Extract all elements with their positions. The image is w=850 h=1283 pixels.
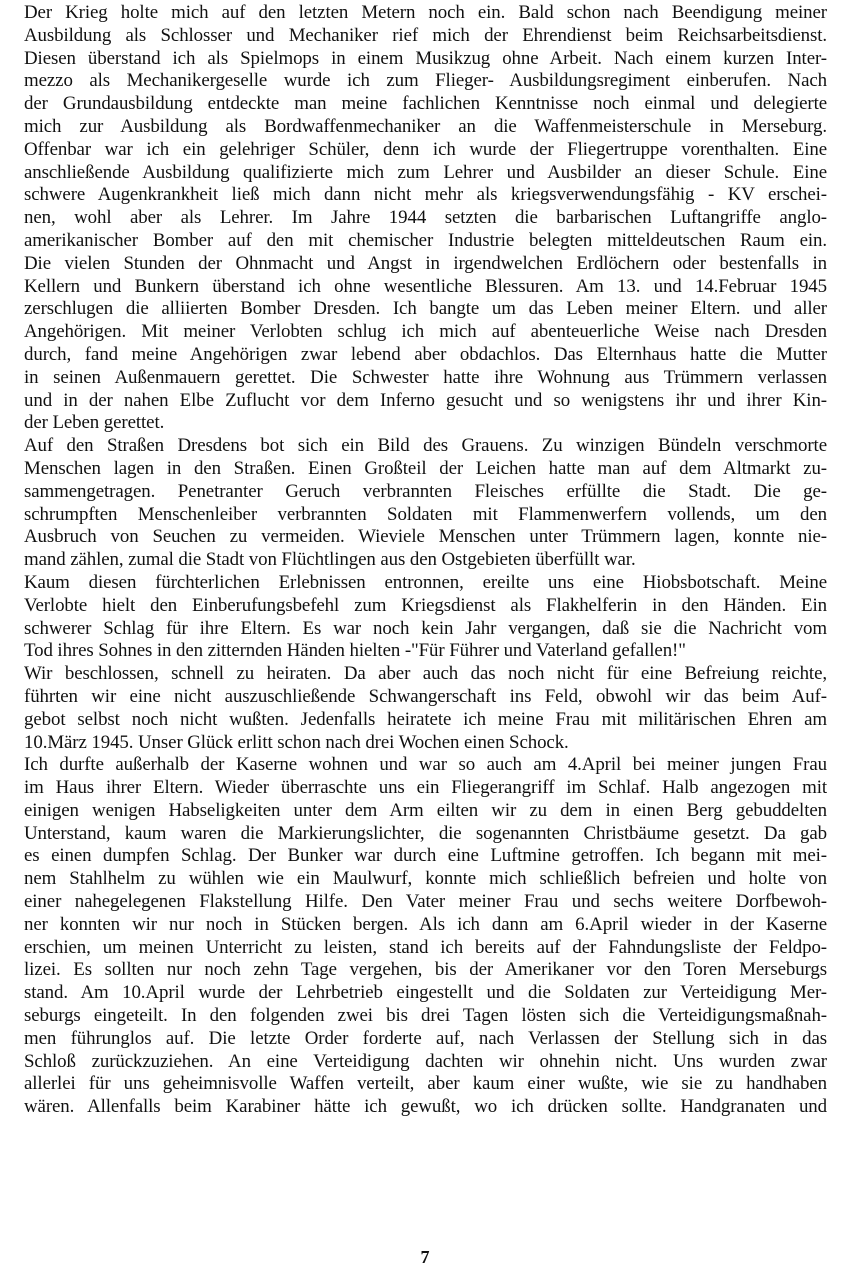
text-line: einigen wenigen Habseligkeiten unter dem Arm eilten wir zu dem in einen Berg gebuddelten [24,799,827,821]
text-line: Schloß zurückzuziehen. An eine Verteidigung dachten wir ohnehin nicht. Uns wurden zwar [24,1050,827,1072]
text-line: im Haus ihrer Eltern. Wieder überraschte uns ein Fliegerangriff im Schlaf. Halb angezogen mit [24,777,827,799]
text-line: Die vielen Stunden der Ohnmacht und Angst in irgendwelchen Erdlöchern oder bestenfalls in [24,252,827,274]
text-line: Diesen überstand ich als Spielmops in einem Musikzug ohne Arbeit. Nach einem kurzen Inter- [24,47,827,69]
text-line: Ich durfte außerhalb der Kaserne wohnen und war so auch am 4.April bei meiner jungen Frau [24,754,827,776]
text-line: Tod ihres Sohnes in den zitternden Händen hielten -"Für Führer und Vaterland gefallen!" [24,640,686,662]
text-line: Ausbruch von Seuchen zu vermeiden. Wieviele Menschen unter Trümmern lagen, konnte nie- [24,526,827,548]
text-line: Der Krieg holte mich auf den letzten Metern noch ein. Bald schon nach Beendigung meiner [24,2,827,23]
text-line: sammengetragen. Penetranter Geruch verbrannten Fleisches erfüllte die Stadt. Die ge- [24,480,827,502]
text-line: mich zur Ausbildung als Bordwaffenmechaniker an die Waffenmeisterschule in Merseburg. [24,115,827,137]
text-line: Offenbar war ich ein gelehriger Schüler, denn ich wurde der Fliegertruppe vorenthalten. Eine [24,138,827,160]
text-line: amerikanischer Bomber auf den mit chemischer Industrie belegten mitteldeutschen Raum ein. [24,229,827,251]
text-line: Auf den Straßen Dresdens bot sich ein Bild des Grauens. Zu winzigen Bündeln verschmorte [24,435,827,457]
text-line: einer nahegelegenen Flakstellung Hilfe. Den Vater meiner Frau und sechs weitere Dorfbewoh- [24,891,827,913]
text-line: 10.März 1945. Unser Glück erlitt schon nach drei Wochen einen Schock. [24,731,569,753]
text-line: schwere Augenkrankheit ließ mich dann nicht mehr als kriegsverwendungsfähig - KV erschei- [24,184,827,206]
text-line: und in der nahen Elbe Zuflucht vor dem Inferno gesucht und so wenigstens ihr und ihrer Kin- [24,389,827,411]
text-line: allerlei für uns geheimnisvolle Waffen verteilt, aber kaum einer wußte, wie sie zu handhaben [24,1073,827,1095]
text-line: durch, fand meine Angehörigen zwar lebend aber obdachlos. Das Elternhaus hatte die Mutter [24,343,827,365]
text-line: der Leben gerettet. [24,412,165,434]
text-line: Kellern und Bunkern überstand ich ohne wesentliche Blessuren. Am 13. und 14.Februar 1945 [24,275,827,297]
text-line: Ausbildung als Schlosser und Mechaniker rief mich der Ehrendienst beim Reichsarbeitsdienst. [24,24,827,46]
page-number: 7 [420,1247,430,1267]
text-line: ner konnten wir nur noch in Stücken bergen. Als ich dann am 6.April wieder in der Kaserne [24,913,827,935]
text-line: schrumpften Menschenleiber verbrannten Soldaten mit Flammenwerfern vollends, um den [24,503,827,525]
text-line: in seinen Außenmauern gerettet. Die Schwester hatte ihre Wohnung aus Trümmern verlassen [24,366,827,388]
body-text [24,2,827,1119]
text-line: seburgs eingeteilt. In den folgenden zwei bis drei Tagen lösten sich die Verteidigungsmaßnah- [24,1005,827,1027]
text-line: mand zählen, zumal die Stadt von Flüchtlingen aus den Ostgebieten überfüllt war. [24,549,636,571]
text-line: nem Stahlhelm zu wühlen wie ein Maulwurf, konnte mich schließlich befreien und holte von [24,868,827,890]
text-line: Wir beschlossen, schnell zu heiraten. Da aber auch das noch nicht für eine Befreiung reichte, [24,663,827,685]
text-line: men führunglos auf. Die letzte Order forderte auf, nach Verlassen der Stellung sich in das [24,1027,827,1049]
text-line: zerschlugen die alliierten Bomber Dresden. Ich bangte um das Leben meiner Eltern. und aller [24,298,827,320]
text-line: stand. Am 10.April wurde der Lehrbetrieb eingestellt und die Soldaten zur Verteidigung Mer- [24,982,827,1004]
text-line: Kaum diesen fürchterlichen Erlebnissen entronnen, ereilte uns eine Hiobsbotschaft. Meine [24,571,827,593]
text-line: es einen dumpfen Schlag. Der Bunker war durch eine Luftmine getroffen. Ich begann mit mei- [24,845,827,867]
text-line: lizei. Es sollten nur noch zehn Tage vergehen, bis der Amerikaner vor den Toren Merseburgs [24,959,827,981]
text-line: erschien, um meinen Unterricht zu leisten, stand ich bereits auf der Fahndungsliste der Feldpo- [24,936,827,958]
text-line: gebot selbst noch nicht wußten. Jedenfalls heiratete ich meine Frau mit militärischen Ehren am [24,708,827,730]
text-line: führten wir eine nicht auszuschließende Schwangerschaft ins Feld, obwohl wir das beim Auf- [24,685,827,707]
text-line: Verlobte hielt den Einberufungsbefehl zum Kriegsdienst als Flakhelferin in den Händen. Ein [24,594,827,616]
text-line: schwerer Schlag für ihre Eltern. Es war noch kein Jahr vergangen, daß sie die Nachricht vom [24,617,827,639]
text-line: Unterstand, kaum waren die Markierungslichter, die sogenannten Christbäume gesetzt. Da gab [24,822,827,844]
text-line: der Grundausbildung entdeckte man meine fachlichen Kenntnisse noch einmal und delegierte [24,93,827,115]
text-line: Angehörigen. Mit meiner Verlobten schlug ich mich auf abenteuerliche Weise nach Dresden [24,321,827,343]
text-line: anschließende Ausbildung qualifizierte mich zum Lehrer und Ausbilder an dieser Schule. Eine [24,161,827,183]
text-line: nen, wohl aber als Lehrer. Im Jahre 1944 setzten die barbarischen Luftangriffe anglo- [24,207,827,229]
text-line: Menschen lagen in den Straßen. Einen Großteil der Leichen hatte man auf dem Altmarkt zu- [24,457,827,479]
text-line: mezzo als Mechanikergeselle wurde ich zum Flieger- Ausbildungsregiment einberufen. Nach [24,70,827,92]
text-line: wären. Allenfalls beim Karabiner hätte ich gewußt, wo ich drücken sollte. Handgranaten und [24,1096,827,1118]
